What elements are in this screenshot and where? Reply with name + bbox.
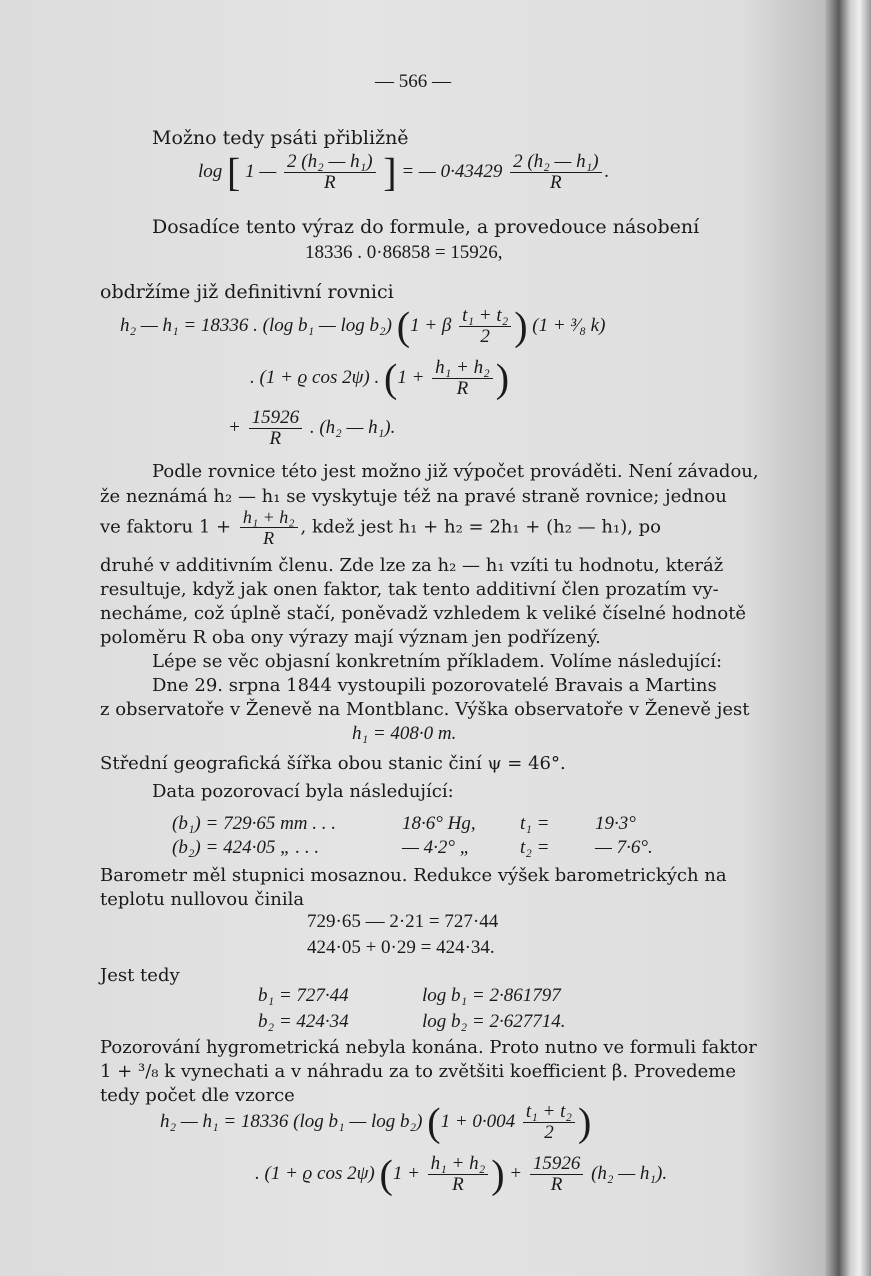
- eq-part: (1 + ³⁄₈ k): [532, 315, 606, 336]
- eq-cell: b₂ = 424·34: [258, 1011, 349, 1032]
- text-line: poloměru R oba ony výrazy mají význam jen podřízený.: [100, 627, 601, 648]
- eq-part: 1 +: [397, 367, 425, 388]
- fraction: [459, 306, 511, 347]
- text-line: Barometr měl stupnici mosaznou. Redukce výšek barometrických na: [100, 865, 727, 886]
- text-line: druhé v additivním členu. Zde lze za h₂ — h₁ vzíti tu hodnotu, kteráž: [100, 555, 724, 576]
- eq-cell: b₁ = 727·44: [258, 985, 349, 1006]
- text-line: Lépe se věc objasní konkretním příkladem. Volíme následující:: [152, 651, 723, 672]
- equation-height: h₁ = 408·0 m.: [352, 723, 457, 744]
- fraction-denominator: 2: [480, 326, 490, 348]
- eq-log: log: [198, 161, 223, 182]
- bracket-close: ]: [383, 149, 397, 195]
- data-cell: t₁ =: [520, 813, 550, 834]
- equation-final-line2: [255, 1152, 667, 1196]
- text-part: ve faktoru 1 +: [100, 516, 232, 538]
- fraction-numerator: 2 (h₂ — h₁): [284, 152, 376, 173]
- text-line: 1 + ³/₈ k vynechati a v náhradu za to zvětšiti koefficient β. Provedeme: [100, 1061, 737, 1082]
- data-row: [172, 812, 636, 836]
- text-line: teplotu nullovou činila: [100, 889, 305, 910]
- paren-open: (: [379, 1151, 393, 1197]
- page-binding-edge: [825, 0, 871, 1276]
- fraction-denominator: R: [550, 1174, 563, 1196]
- text-line: resultuje, když jak onen faktor, tak tento additivní člen prozatím vy-: [100, 579, 719, 600]
- paren-close: ): [491, 1151, 505, 1197]
- text-line: Pozorování hygrometrická nebyla konána. Proto nutno ve formuli faktor: [100, 1037, 757, 1058]
- text-line: obdržíme již definitivní rovnici: [100, 281, 394, 303]
- text-line: že neznámá h₂ — h₁ se vyskytuje též na pravé straně rovnice; jednou: [100, 486, 727, 507]
- eq-one-minus: 1 —: [245, 161, 277, 182]
- equation-main-line3: [228, 406, 395, 450]
- data-cell: — 7·6°.: [595, 837, 653, 858]
- fraction-numerator: h₁ + h₂: [428, 1154, 489, 1175]
- fraction-denominator: R: [550, 172, 562, 194]
- fraction: [530, 1154, 584, 1195]
- paren-close: ): [578, 1099, 592, 1145]
- fraction-numerator: 15926: [530, 1154, 584, 1175]
- eq-part: 1 + β: [410, 315, 452, 336]
- text-line: Podle rovnice této jest možno již výpočet prováděti. Není závadou,: [152, 461, 759, 482]
- eq-part: h₂ — h₁ = 18336 . (log b₁ — log b₂): [120, 315, 392, 336]
- eq-cell: log b₂ = 2·627714.: [422, 1011, 566, 1032]
- equation-product: 18336 . 0·86858 = 15926,: [305, 242, 503, 263]
- eq-part: (h₂ — h₁).: [591, 1163, 668, 1184]
- eq-part: 1 + 0·004: [440, 1111, 516, 1132]
- text-line: Střední geografická šířka obou stanic činí ψ = 46°.: [100, 753, 566, 774]
- text-line: Možno tedy psáti přibližně: [152, 127, 409, 149]
- fraction: [510, 152, 602, 193]
- equation-reduction: 729·65 — 2·21 = 727·44: [307, 911, 499, 932]
- data-row: [172, 836, 653, 860]
- fraction-denominator: R: [263, 528, 275, 548]
- equation-final-line1: [160, 1100, 591, 1144]
- data-cell: 18·6° Hg,: [402, 813, 476, 834]
- data-cell: 19·3°: [595, 813, 636, 834]
- page-number: — 566 —: [375, 71, 451, 92]
- fraction: [249, 408, 303, 449]
- text-line: Dne 29. srpna 1844 vystoupili pozorovatelé Bravais a Martins: [152, 675, 717, 696]
- equation-log-approx: [198, 150, 609, 194]
- fraction: [284, 152, 376, 193]
- text-line-with-fraction: [100, 507, 661, 548]
- equation-main-line2: [250, 356, 509, 400]
- paren-close: ): [495, 355, 510, 401]
- equation-main-line1: [120, 304, 605, 348]
- eq-rhs-prefix: = — 0·43429: [401, 161, 503, 182]
- eq-plus: +: [509, 1163, 523, 1184]
- equation-values: [258, 1010, 565, 1034]
- equation-reduction: 424·05 + 0·29 = 424·34.: [307, 937, 495, 958]
- fraction-denominator: R: [452, 1174, 464, 1196]
- text-line: Data pozorovací byla následující:: [152, 781, 454, 802]
- fraction-numerator: 2 (h₂ — h₁): [510, 152, 602, 173]
- eq-part: 1 +: [392, 1163, 420, 1184]
- bracket-open: [: [227, 149, 241, 195]
- eq-cell: log b₁ = 2·861797: [422, 985, 561, 1006]
- text-line: Jest tedy: [100, 965, 180, 986]
- fraction: [523, 1102, 575, 1143]
- fraction: [428, 1154, 489, 1195]
- eq-plus: +: [228, 417, 241, 438]
- eq-part: . (1 + ϱ cos 2ψ) .: [250, 367, 380, 388]
- eq-part: h₂ — h₁ = 18336 (log b₁ — log b₂): [160, 1111, 423, 1132]
- text-line: Dosadíce tento výraz do formule, a provedouce násobení: [152, 216, 700, 238]
- data-cell: — 4·2° „: [402, 837, 471, 858]
- fraction-denominator: R: [323, 172, 336, 194]
- fraction-denominator: 2: [544, 1122, 554, 1144]
- data-cell: (b₂) = 424·05 „ . . .: [172, 837, 320, 858]
- eq-part: . (h₂ — h₁).: [309, 417, 396, 438]
- data-cell: (b₁) = 729·65 mm . . .: [172, 813, 337, 834]
- paren-close: ): [514, 303, 528, 349]
- text-line: z observatoře v Ženevě na Montblanc. Výška observatoře v Ženevě jest: [100, 699, 750, 720]
- data-cell: t₂ =: [520, 837, 550, 858]
- paren-open: (: [427, 1099, 441, 1145]
- fraction-numerator: t₁ + t₂: [523, 1102, 575, 1123]
- fraction-numerator: 15926: [249, 408, 303, 429]
- eq-part: . (1 + ϱ cos 2ψ): [255, 1163, 375, 1184]
- text-part: , kdež jest h₁ + h₂ = 2h₁ + (h₂ — h₁), po: [300, 516, 662, 538]
- fraction-denominator: R: [269, 428, 282, 450]
- paren-open: (: [384, 355, 398, 401]
- eq-end: .: [604, 161, 610, 182]
- fraction-numerator: h₁ + h₂: [240, 507, 298, 528]
- equation-values: [258, 984, 561, 1008]
- text-line: tedy počet dle vzorce: [100, 1085, 295, 1106]
- paren-open: (: [396, 303, 411, 349]
- fraction-numerator: t₁ + t₂: [459, 306, 511, 327]
- fraction: [240, 507, 298, 548]
- text-line: necháme, což úplně stačí, poněvadž vzhledem k veliké číselné hodnotě: [100, 603, 747, 624]
- fraction: [432, 358, 493, 399]
- fraction-numerator: h₁ + h₂: [432, 358, 493, 379]
- fraction-denominator: R: [456, 378, 469, 400]
